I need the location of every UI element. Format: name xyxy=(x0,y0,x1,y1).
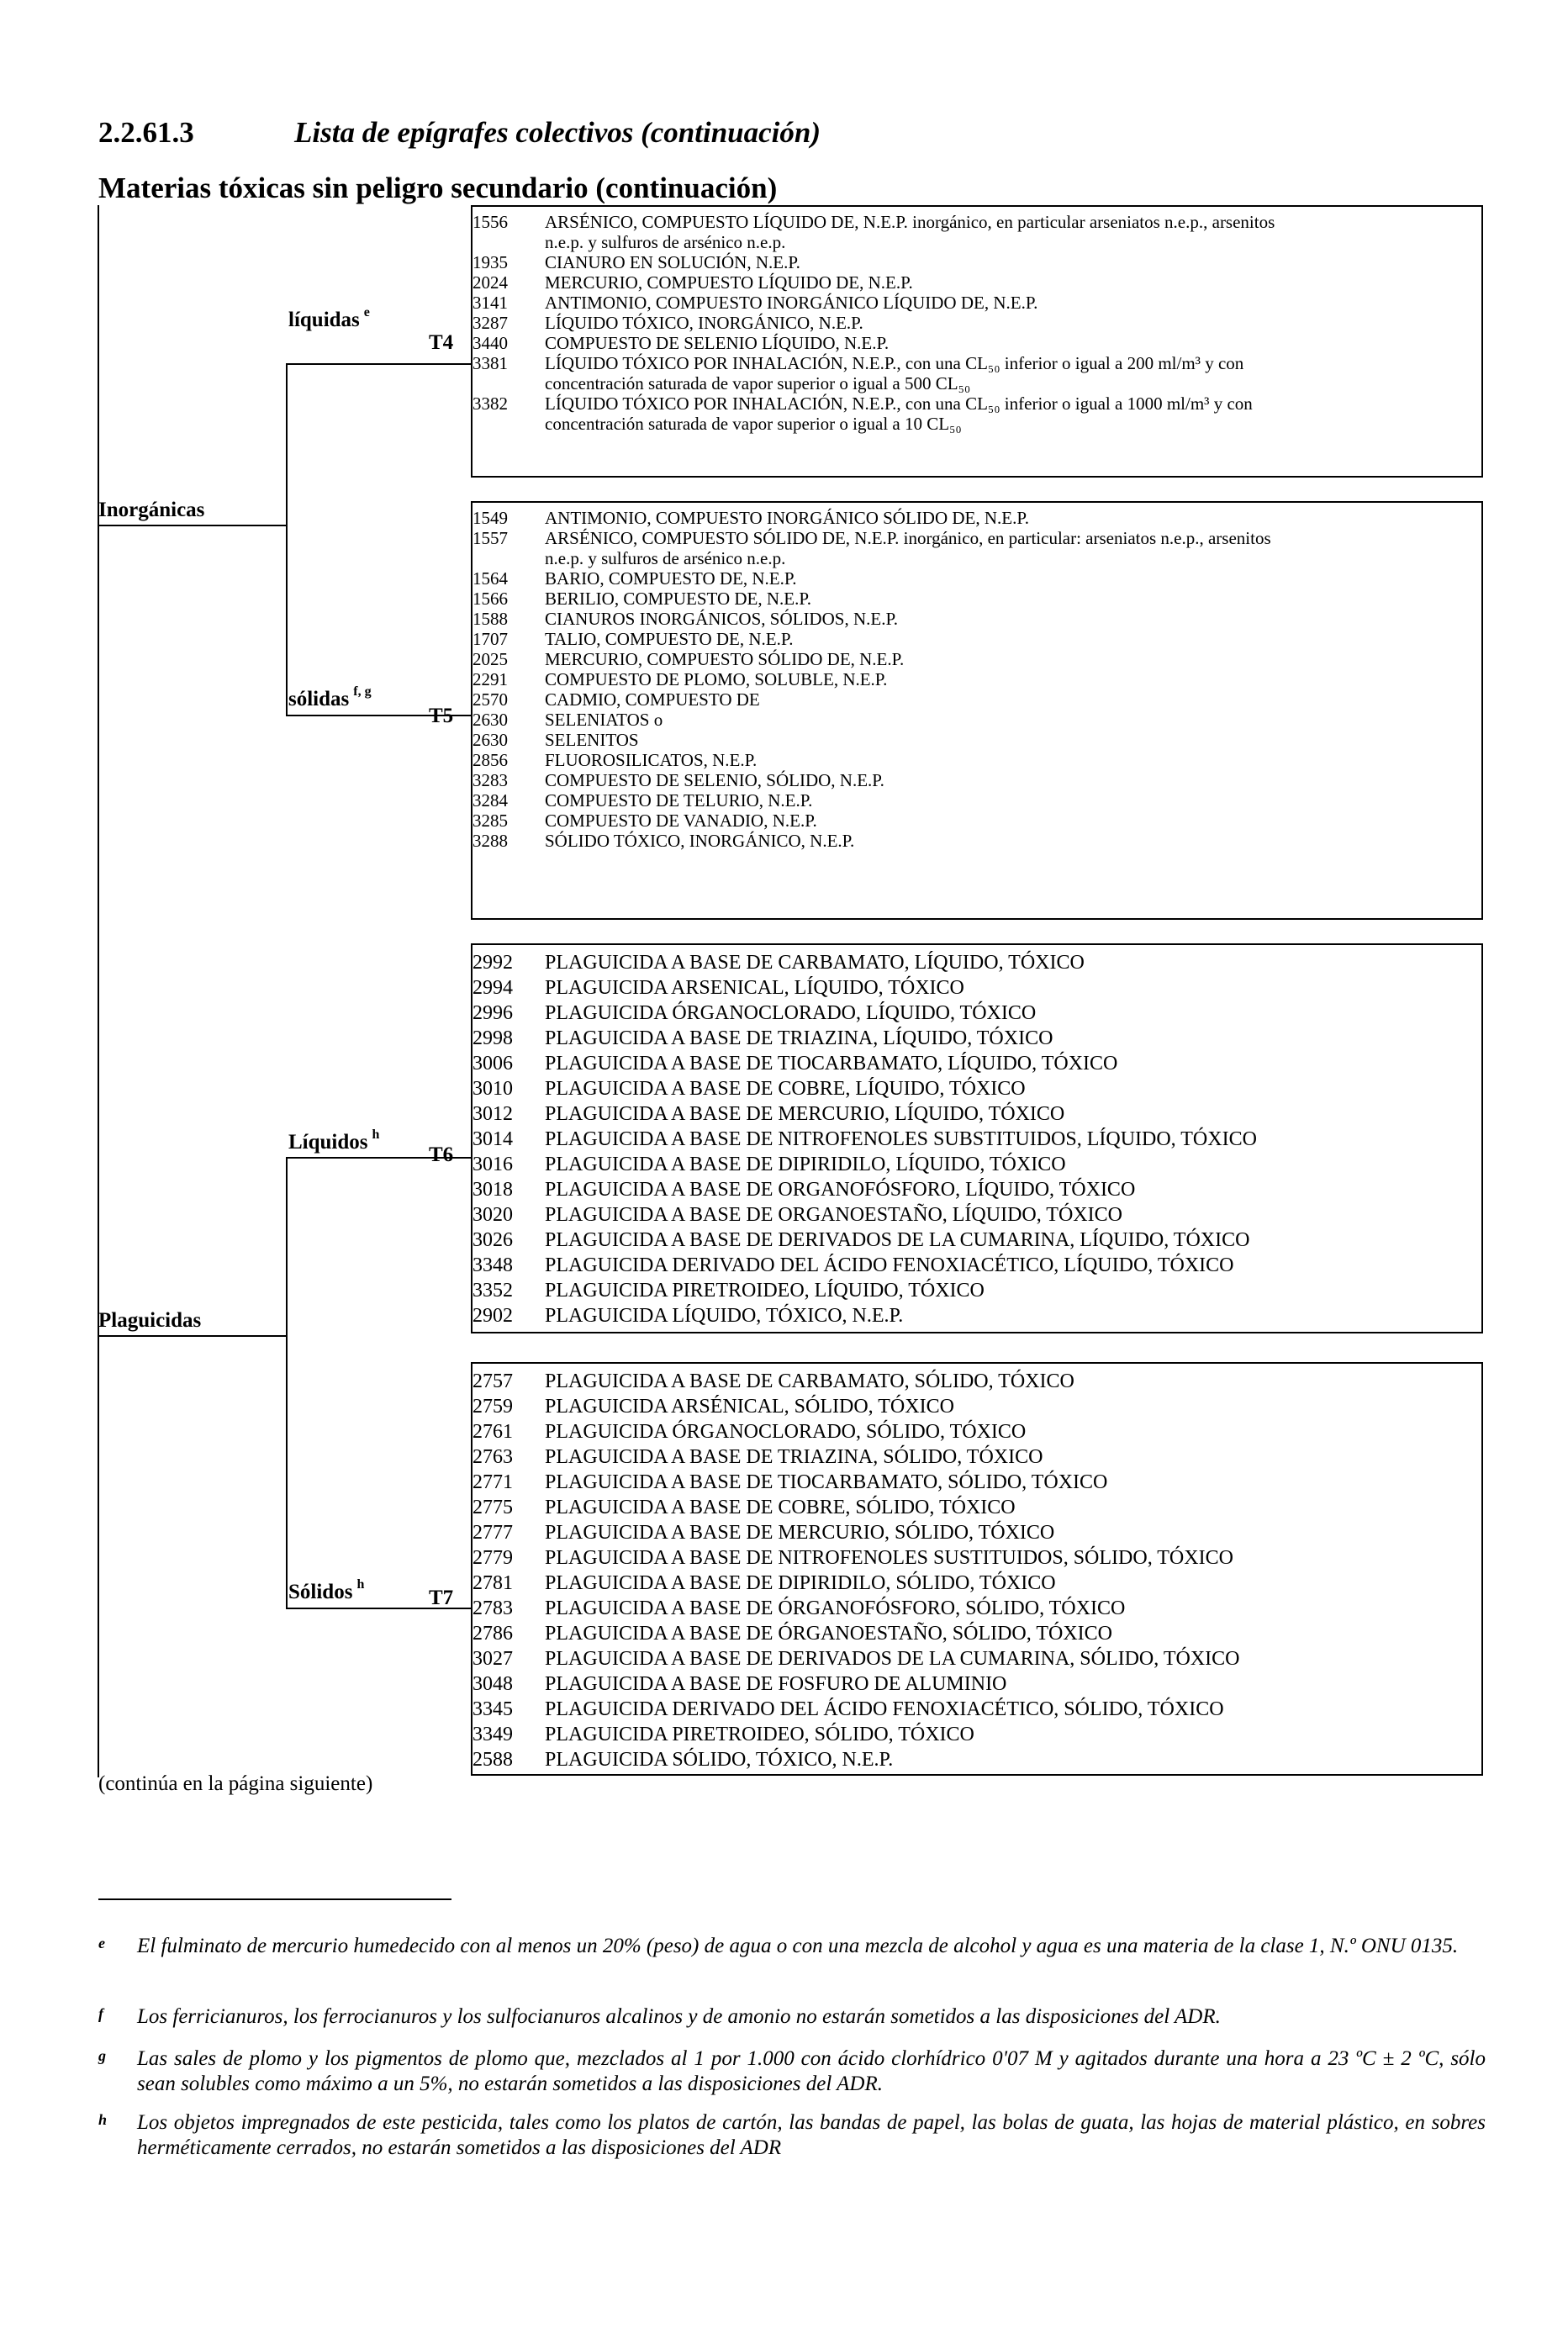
entry-name: PLAGUICIDA DERIVADO DEL ÁCIDO FENOXIACÉTICO, LÍQUIDO, TÓXICO xyxy=(545,1254,1234,1276)
un-number: 2630 xyxy=(473,730,508,750)
entry-row xyxy=(473,1495,1481,1520)
label-solidas xyxy=(288,684,372,711)
entry-row xyxy=(473,1177,1481,1202)
footnote-mark: h xyxy=(98,2111,108,2128)
entry-name: PLAGUICIDA A BASE DE TRIAZINA, LÍQUIDO, TÓXICO xyxy=(545,1027,1053,1049)
code-t7: T7 xyxy=(429,1587,454,1609)
entry-continuation-row xyxy=(473,414,1481,434)
entry-row xyxy=(473,649,1481,669)
footnote-mark: f xyxy=(98,2005,103,2022)
label-liquidas xyxy=(288,305,370,332)
un-number: 1588 xyxy=(473,609,508,629)
entry-name: TALIO, COMPUESTO DE, N.E.P. xyxy=(545,629,794,649)
entry-row xyxy=(473,1697,1481,1722)
liquidos-footnote-ref: h xyxy=(372,1127,380,1142)
entry-name: SÓLIDO TÓXICO, INORGÁNICO, N.E.P. xyxy=(545,831,855,851)
un-number-spacer xyxy=(473,414,545,434)
section-number: 2.2.61.3 xyxy=(98,116,194,149)
label-plaguicidas: Plaguicidas xyxy=(98,1309,202,1332)
liquidas-text: líquidas xyxy=(288,309,360,331)
entry-name: COMPUESTO DE VANADIO, N.E.P. xyxy=(545,811,817,831)
group-t6-rows xyxy=(473,950,1481,1328)
plaguicidas-line xyxy=(98,1335,286,1337)
entry-name: CADMIO, COMPUESTO DE xyxy=(545,689,760,710)
code-t6: T6 xyxy=(429,1143,454,1166)
entry-row xyxy=(473,730,1481,750)
un-number: 1556 xyxy=(473,212,508,232)
un-number: 2783 xyxy=(473,1597,513,1619)
un-number: 3018 xyxy=(473,1179,513,1201)
entry-name: PLAGUICIDA A BASE DE NITROFENOLES SUSTITUIDOS, SÓLIDO, TÓXICO xyxy=(545,1547,1233,1569)
entry-row xyxy=(473,750,1481,770)
un-number: 3382 xyxy=(473,393,508,414)
code-t4: T4 xyxy=(429,331,454,354)
footnote-h xyxy=(98,2110,1486,2169)
entry-row xyxy=(473,1101,1481,1127)
entry-name: LÍQUIDO TÓXICO POR INHALACIÓN, N.E.P., con una CL₅₀ inferior o igual a 200 ml/m³ y con xyxy=(545,353,1244,373)
un-number: 3006 xyxy=(473,1053,513,1075)
entry-name: ANTIMONIO, COMPUESTO INORGÁNICO SÓLIDO DE, N.E.P. xyxy=(545,508,1029,528)
entry-name: PLAGUICIDA ARSENICAL, LÍQUIDO, TÓXICO xyxy=(545,977,964,999)
solidas-footnote-ref: f, g xyxy=(353,684,372,699)
un-number: 2998 xyxy=(473,1027,513,1049)
entry-row xyxy=(473,1545,1481,1571)
entry-row xyxy=(473,1278,1481,1303)
un-number: 2630 xyxy=(473,710,508,730)
un-number: 2781 xyxy=(473,1572,513,1594)
un-number: 1549 xyxy=(473,508,508,528)
entry-row xyxy=(473,950,1481,975)
entry-name: BERILIO, COMPUESTO DE, N.E.P. xyxy=(545,589,811,609)
entry-row xyxy=(473,689,1481,710)
entry-row xyxy=(473,393,1481,414)
un-number: 2025 xyxy=(473,649,508,669)
un-number: 2775 xyxy=(473,1497,513,1518)
entry-row xyxy=(473,568,1481,589)
footnote-mark: e xyxy=(98,1935,105,1951)
entry-row xyxy=(473,811,1481,831)
footnote-e xyxy=(98,1934,1486,1993)
liquidas-link-line xyxy=(409,363,471,365)
entry-name: BARIO, COMPUESTO DE, N.E.P. xyxy=(545,568,797,589)
un-number: 3014 xyxy=(473,1128,513,1150)
footnote-text: Los objetos impregnados de este pesticida, tales como los platos de cartón, las bandas de papel, las bolas de guata, las hojas de material plástico, en sobres herméticamente cerrados, no estarán sometidos a las disposiciones del ADR xyxy=(137,2111,1486,2159)
entry-continuation: n.e.p. y sulfuros de arsénico n.e.p. xyxy=(545,548,786,568)
entry-name: PLAGUICIDA PIRETROIDEO, SÓLIDO, TÓXICO xyxy=(545,1724,974,1745)
entry-name: PLAGUICIDA A BASE DE MERCURIO, SÓLIDO, TÓXICO xyxy=(545,1522,1055,1544)
entry-row xyxy=(473,1228,1481,1253)
un-number: 2761 xyxy=(473,1421,513,1443)
entry-name: PLAGUICIDA A BASE DE DERIVADOS DE LA CUMARINA, SÓLIDO, TÓXICO xyxy=(545,1648,1240,1670)
group-t7-rows xyxy=(473,1369,1481,1772)
entry-name: PLAGUICIDA A BASE DE ÓRGANOFÓSFORO, SÓLIDO, TÓXICO xyxy=(545,1597,1126,1619)
entry-row xyxy=(473,1026,1481,1051)
entry-name: PLAGUICIDA A BASE DE FOSFURO DE ALUMINIO xyxy=(545,1673,1007,1695)
entry-continuation-row xyxy=(473,232,1481,252)
entry-name: PLAGUICIDA A BASE DE TIOCARBAMATO, SÓLIDO, TÓXICO xyxy=(545,1471,1108,1493)
footnote-f xyxy=(98,2004,1486,2035)
un-number: 3283 xyxy=(473,770,508,790)
un-number: 1935 xyxy=(473,252,508,272)
entry-continuation-row xyxy=(473,548,1481,568)
entry-name: ARSÉNICO, COMPUESTO LÍQUIDO DE, N.E.P. inorgánico, en particular arseniatos n.e.p., arsenitos xyxy=(545,212,1275,232)
un-number: 1707 xyxy=(473,629,508,649)
un-number: 2771 xyxy=(473,1471,513,1493)
entry-row xyxy=(473,589,1481,609)
group-t5-box xyxy=(471,501,1483,920)
liquidas-footnote-ref: e xyxy=(363,305,370,319)
entry-name: PLAGUICIDA A BASE DE DERIVADOS DE LA CUMARINA, LÍQUIDO, TÓXICO xyxy=(545,1229,1250,1251)
entry-row xyxy=(473,1621,1481,1646)
solidos-footnote-ref: h xyxy=(356,1577,365,1592)
entry-name: PLAGUICIDA SÓLIDO, TÓXICO, N.E.P. xyxy=(545,1749,894,1771)
solidos-text: Sólidos xyxy=(288,1581,353,1603)
entry-row xyxy=(473,1369,1481,1394)
un-number: 2588 xyxy=(473,1749,513,1771)
un-number: 3010 xyxy=(473,1078,513,1100)
un-number: 3012 xyxy=(473,1103,513,1125)
entry-name: PLAGUICIDA A BASE DE DIPIRIDILO, SÓLIDO, TÓXICO xyxy=(545,1572,1056,1594)
un-number: 2291 xyxy=(473,669,508,689)
section-subtitle: Materias tóxicas sin peligro secundario (continuación) xyxy=(98,172,778,204)
entry-name: PLAGUICIDA ARSÉNICAL, SÓLIDO, TÓXICO xyxy=(545,1396,954,1418)
entry-row xyxy=(473,528,1481,548)
entry-row xyxy=(473,1520,1481,1545)
un-number: 3345 xyxy=(473,1698,513,1720)
entry-row xyxy=(473,1722,1481,1747)
entry-name: ARSÉNICO, COMPUESTO SÓLIDO DE, N.E.P. inorgánico, en particular: arseniatos n.e.p., arsenitos xyxy=(545,528,1271,548)
un-number: 2996 xyxy=(473,1002,513,1024)
un-number: 3026 xyxy=(473,1229,513,1251)
label-inorganicas: Inorgánicas xyxy=(98,499,205,521)
un-number: 2024 xyxy=(473,272,508,293)
un-number: 3381 xyxy=(473,353,508,373)
entry-name: CIANUROS INORGÁNICOS, SÓLIDOS, N.E.P. xyxy=(545,609,899,629)
entry-name: LÍQUIDO TÓXICO POR INHALACIÓN, N.E.P., con una CL₅₀ inferior o igual a 1000 ml/m³ y con xyxy=(545,393,1253,414)
entry-row xyxy=(473,1596,1481,1621)
un-number: 2759 xyxy=(473,1396,513,1418)
un-number: 2779 xyxy=(473,1547,513,1569)
footnote-text: El fulminato de mercurio humedecido con al menos un 20% (peso) de agua o con una mezcla de alcohol y agua es una materia de la clase 1, N.º ONU 0135. xyxy=(137,1935,1459,1957)
entry-row xyxy=(473,669,1481,689)
entry-continuation-row xyxy=(473,373,1481,393)
entry-row xyxy=(473,1303,1481,1328)
entry-continuation: concentración saturada de vapor superior o igual a 500 CL₅₀ xyxy=(545,373,971,393)
liquidas-line xyxy=(286,363,409,365)
un-number: 1557 xyxy=(473,528,508,548)
liquidos-line xyxy=(286,1157,409,1159)
continued-note: (continúa en la página siguiente) xyxy=(98,1772,373,1795)
footnote-g xyxy=(98,2046,1486,2105)
section-title: Lista de epígrafes colectivos (continuación) xyxy=(294,116,821,149)
entry-row xyxy=(473,1646,1481,1671)
entry-name: COMPUESTO DE SELENIO, SÓLIDO, N.E.P. xyxy=(545,770,884,790)
entry-row xyxy=(473,790,1481,811)
entry-row xyxy=(473,353,1481,373)
footnote-separator xyxy=(98,1898,451,1900)
un-number: 3141 xyxy=(473,293,508,313)
entry-row xyxy=(473,333,1481,353)
entry-name: PLAGUICIDA A BASE DE ORGANOFÓSFORO, LÍQUIDO, TÓXICO xyxy=(545,1179,1136,1201)
entry-row xyxy=(473,975,1481,1001)
entry-continuation: concentración saturada de vapor superior o igual a 10 CL₅₀ xyxy=(545,414,962,434)
entry-name: PLAGUICIDA A BASE DE ORGANOESTAÑO, LÍQUIDO, TÓXICO xyxy=(545,1204,1122,1226)
entry-row xyxy=(473,1747,1481,1772)
entry-name: CIANURO EN SOLUCIÓN, N.E.P. xyxy=(545,252,800,272)
un-number: 3020 xyxy=(473,1204,513,1226)
un-number: 2856 xyxy=(473,750,508,770)
entry-row xyxy=(473,508,1481,528)
entry-row xyxy=(473,1152,1481,1177)
group-t5-rows xyxy=(473,508,1481,851)
plaguicidas-branch-line xyxy=(286,1157,288,1608)
un-number-spacer xyxy=(473,548,545,568)
un-number: 2786 xyxy=(473,1623,513,1645)
entry-row xyxy=(473,252,1481,272)
entry-row xyxy=(473,629,1481,649)
entry-row xyxy=(473,1671,1481,1697)
entry-name: PLAGUICIDA A BASE DE ÓRGANOESTAÑO, SÓLIDO, TÓXICO xyxy=(545,1623,1112,1645)
footnote-mark: g xyxy=(98,2047,106,2064)
entry-continuation: n.e.p. y sulfuros de arsénico n.e.p. xyxy=(545,232,786,252)
entry-row xyxy=(473,212,1481,232)
un-number: 3284 xyxy=(473,790,508,811)
label-solidos xyxy=(288,1577,365,1604)
un-number-spacer xyxy=(473,373,545,393)
un-number: 3016 xyxy=(473,1154,513,1175)
entry-name: PLAGUICIDA A BASE DE CARBAMATO, LÍQUIDO, TÓXICO xyxy=(545,952,1085,974)
entry-row xyxy=(473,272,1481,293)
entry-name: PLAGUICIDA A BASE DE DIPIRIDILO, LÍQUIDO, TÓXICO xyxy=(545,1154,1066,1175)
group-t7-box xyxy=(471,1362,1483,1776)
entry-row xyxy=(473,313,1481,333)
entry-row xyxy=(473,1051,1481,1076)
entry-row xyxy=(473,293,1481,313)
solidas-line xyxy=(286,715,409,716)
liquidos-text: Líquidos xyxy=(288,1131,368,1154)
entry-name: PLAGUICIDA A BASE DE COBRE, LÍQUIDO, TÓXICO xyxy=(545,1078,1026,1100)
entry-row xyxy=(473,1076,1481,1101)
entry-name: SELENIATOS o xyxy=(545,710,663,730)
code-t5: T5 xyxy=(429,705,454,727)
footnote-text: Las sales de plomo y los pigmentos de plomo que, mezclados al 1 por 1.000 con ácido clorhídrico 0'07 M y agitados durante una hora a 23 ºC ± 2 ºC, sólo sean solubles como máximo a un 5%, no estarán sometidos a las disposiciones del ADR. xyxy=(137,2047,1486,2095)
entry-name: MERCURIO, COMPUESTO LÍQUIDO DE, N.E.P. xyxy=(545,272,913,293)
group-t6-box xyxy=(471,943,1483,1333)
solidos-line xyxy=(286,1608,409,1609)
entry-name: PLAGUICIDA A BASE DE TIOCARBAMATO, LÍQUIDO, TÓXICO xyxy=(545,1053,1118,1075)
un-number: 3287 xyxy=(473,313,508,333)
entry-name: PLAGUICIDA A BASE DE TRIAZINA, SÓLIDO, TÓXICO xyxy=(545,1446,1043,1468)
un-number: 3352 xyxy=(473,1280,513,1302)
label-liquidos xyxy=(288,1127,380,1154)
entry-name: PLAGUICIDA ÓRGANOCLORADO, LÍQUIDO, TÓXICO xyxy=(545,1002,1037,1024)
un-number: 1564 xyxy=(473,568,508,589)
solidas-text: sólidas xyxy=(288,688,350,710)
entry-row xyxy=(473,1253,1481,1278)
entry-row xyxy=(473,609,1481,629)
entry-row xyxy=(473,1470,1481,1495)
entry-row xyxy=(473,710,1481,730)
entry-name: PLAGUICIDA A BASE DE MERCURIO, LÍQUIDO, TÓXICO xyxy=(545,1103,1065,1125)
entry-name: PLAGUICIDA DERIVADO DEL ÁCIDO FENOXIACÉTICO, SÓLIDO, TÓXICO xyxy=(545,1698,1224,1720)
entry-name: PLAGUICIDA ÓRGANOCLORADO, SÓLIDO, TÓXICO xyxy=(545,1421,1027,1443)
entry-row xyxy=(473,1001,1481,1026)
entry-row xyxy=(473,770,1481,790)
entry-name: PLAGUICIDA LÍQUIDO, TÓXICO, N.E.P. xyxy=(545,1305,904,1327)
entry-name: COMPUESTO DE TELURIO, N.E.P. xyxy=(545,790,813,811)
inorganicas-branch-line xyxy=(286,363,288,715)
entry-name: LÍQUIDO TÓXICO, INORGÁNICO, N.E.P. xyxy=(545,313,863,333)
un-number: 3285 xyxy=(473,811,508,831)
un-number: 3027 xyxy=(473,1648,513,1670)
entry-row xyxy=(473,1419,1481,1444)
entry-row xyxy=(473,1394,1481,1419)
group-t4-box xyxy=(471,205,1483,478)
entry-name: COMPUESTO DE SELENIO LÍQUIDO, N.E.P. xyxy=(545,333,890,353)
un-number: 2994 xyxy=(473,977,513,999)
entry-name: PLAGUICIDA A BASE DE COBRE, SÓLIDO, TÓXICO xyxy=(545,1497,1016,1518)
entry-row xyxy=(473,1444,1481,1470)
entry-row xyxy=(473,1127,1481,1152)
entry-row xyxy=(473,831,1481,851)
entry-name: SELENITOS xyxy=(545,730,639,750)
un-number: 1566 xyxy=(473,589,508,609)
inorganicas-line xyxy=(98,525,286,526)
un-number-spacer xyxy=(473,232,545,252)
footnote-text: Los ferricianuros, los ferrocianuros y los sulfocianuros alcalinos y de amonio no estarán sometidos a las disposiciones del ADR. xyxy=(137,2005,1221,2028)
entry-row xyxy=(473,1202,1481,1228)
un-number: 2570 xyxy=(473,689,508,710)
un-number: 2992 xyxy=(473,952,513,974)
tree-trunk-line xyxy=(98,205,99,1777)
entry-name: COMPUESTO DE PLOMO, SOLUBLE, N.E.P. xyxy=(545,669,888,689)
un-number: 3288 xyxy=(473,831,508,851)
un-number: 3348 xyxy=(473,1254,513,1276)
entry-name: FLUOROSILICATOS, N.E.P. xyxy=(545,750,758,770)
un-number: 3349 xyxy=(473,1724,513,1745)
entry-name: PLAGUICIDA PIRETROIDEO, LÍQUIDO, TÓXICO xyxy=(545,1280,985,1302)
entry-name: PLAGUICIDA A BASE DE CARBAMATO, SÓLIDO, TÓXICO xyxy=(545,1370,1074,1392)
un-number: 2902 xyxy=(473,1305,513,1327)
entry-name: PLAGUICIDA A BASE DE NITROFENOLES SUBSTITUIDOS, LÍQUIDO, TÓXICO xyxy=(545,1128,1257,1150)
un-number: 3440 xyxy=(473,333,508,353)
entry-name: MERCURIO, COMPUESTO SÓLIDO DE, N.E.P. xyxy=(545,649,905,669)
un-number: 3048 xyxy=(473,1673,513,1695)
entry-row xyxy=(473,1571,1481,1596)
group-t4-rows xyxy=(473,212,1481,434)
un-number: 2777 xyxy=(473,1522,513,1544)
un-number: 2757 xyxy=(473,1370,513,1392)
un-number: 2763 xyxy=(473,1446,513,1468)
entry-name: ANTIMONIO, COMPUESTO INORGÁNICO LÍQUIDO DE, N.E.P. xyxy=(545,293,1038,313)
